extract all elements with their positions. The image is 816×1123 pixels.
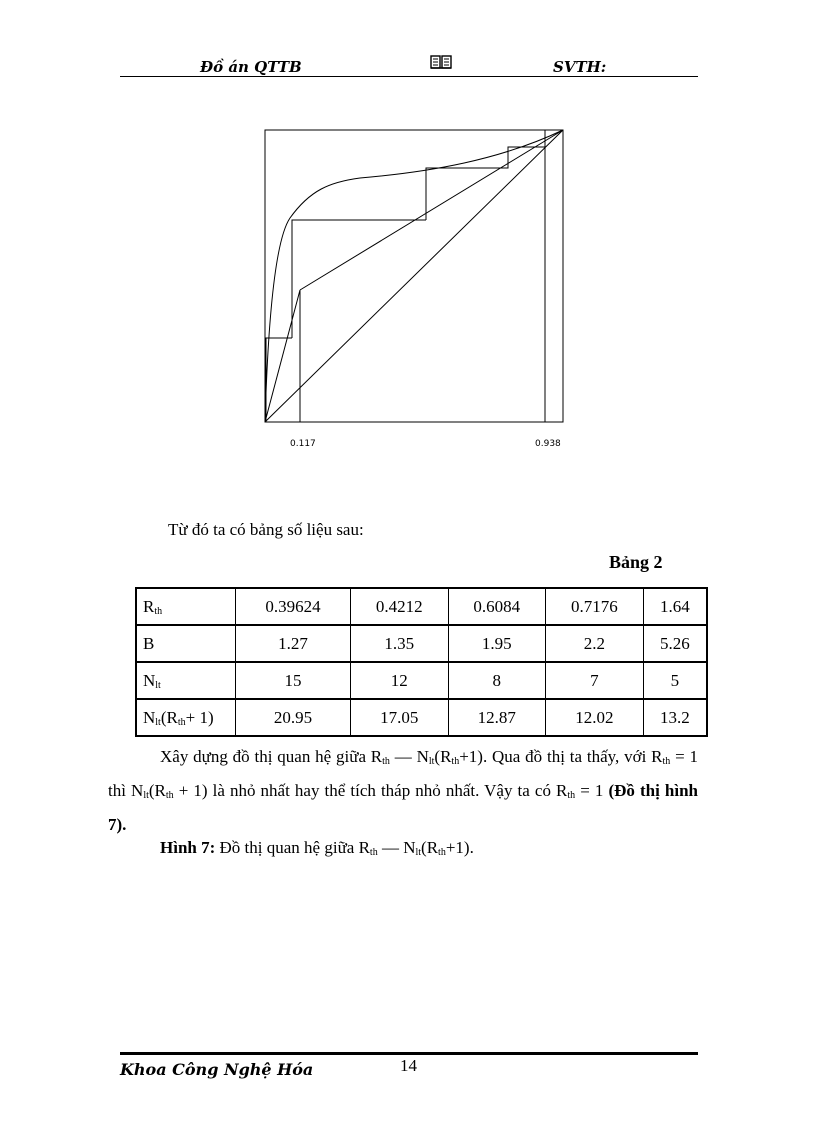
footer-left: Khoa Công Nghệ Hóa — [120, 1060, 314, 1079]
row-label: B — [136, 625, 236, 662]
table-cell: 5 — [643, 662, 707, 699]
table-cell: 15 — [236, 662, 351, 699]
table-cell: 1.64 — [643, 588, 707, 625]
figure-reference: (Đồ thị hình 7). — [108, 781, 699, 834]
table-cell: 7 — [546, 662, 644, 699]
data-table — [135, 587, 708, 737]
table-cell: 8 — [448, 662, 546, 699]
table-cell: 0.7176 — [546, 588, 644, 625]
table-cell: 12.02 — [546, 699, 644, 736]
table-cell: 17.05 — [350, 699, 448, 736]
table-cell: 1.95 — [448, 625, 546, 662]
table-cell: 13.2 — [643, 699, 707, 736]
table-cell: 12.87 — [448, 699, 546, 736]
table-cell: 1.35 — [350, 625, 448, 662]
intro-text: Từ đó ta có bảng số liệu sau: — [168, 520, 364, 539]
equilibrium-figure — [250, 120, 580, 455]
header-left: Đồ án QTTB — [200, 58, 302, 76]
table-cell: 5.26 — [643, 625, 707, 662]
row-label: $N_{lt}$ — [136, 662, 236, 699]
diagonal-line — [265, 130, 563, 422]
row-label: $R_{th}$ — [136, 588, 236, 625]
table-cell: 0.4212 — [350, 588, 448, 625]
table-cell: 0.6084 — [448, 588, 546, 625]
figure-caption: Hình 7: Đồ thị quan hệ giữa $R_{th}$ — $N_{lt}(R_{th}+1)$. — [160, 838, 474, 858]
table-cell: 20.95 — [236, 699, 351, 736]
table-row — [136, 662, 707, 699]
header-right: SVTH: — [553, 58, 607, 76]
table-cell: 1.27 — [236, 625, 351, 662]
rectifying-operating-line — [300, 130, 563, 290]
table-row — [136, 699, 707, 736]
tick-label-xf: 0.117 — [290, 439, 316, 449]
page-number: 14 — [400, 1056, 417, 1075]
footer-rule — [120, 1052, 698, 1055]
table-title: Bảng 2 — [609, 552, 663, 572]
body-paragraph: Xây dựng đồ thị quan hệ giữa $R_{th}$ — $N_{lt}(R_{th}+1)$. Qua đồ thị ta thấy, với $R_{th} = 1$ thì $N_{lt}(R_{th} + 1)$ là nhỏ nhất hay thể tích tháp nhỏ nhất. Vậy ta có $R_{th} = 1$ (Đồ thị hình 7). — [108, 747, 699, 834]
table-cell: 12 — [350, 662, 448, 699]
row-label: $N_{lt}(R_{th}+ 1)$ — [136, 699, 236, 736]
table-cell: 2.2 — [546, 625, 644, 662]
table-row — [136, 625, 707, 662]
header-rule — [120, 76, 698, 77]
table-cell: 0.39624 — [236, 588, 351, 625]
open-book-icon — [430, 54, 452, 75]
stripping-operating-line — [265, 290, 300, 422]
table-row — [136, 588, 707, 625]
caption-label: Hình 7: — [160, 838, 216, 857]
tick-label-xd: 0.938 — [535, 439, 561, 449]
